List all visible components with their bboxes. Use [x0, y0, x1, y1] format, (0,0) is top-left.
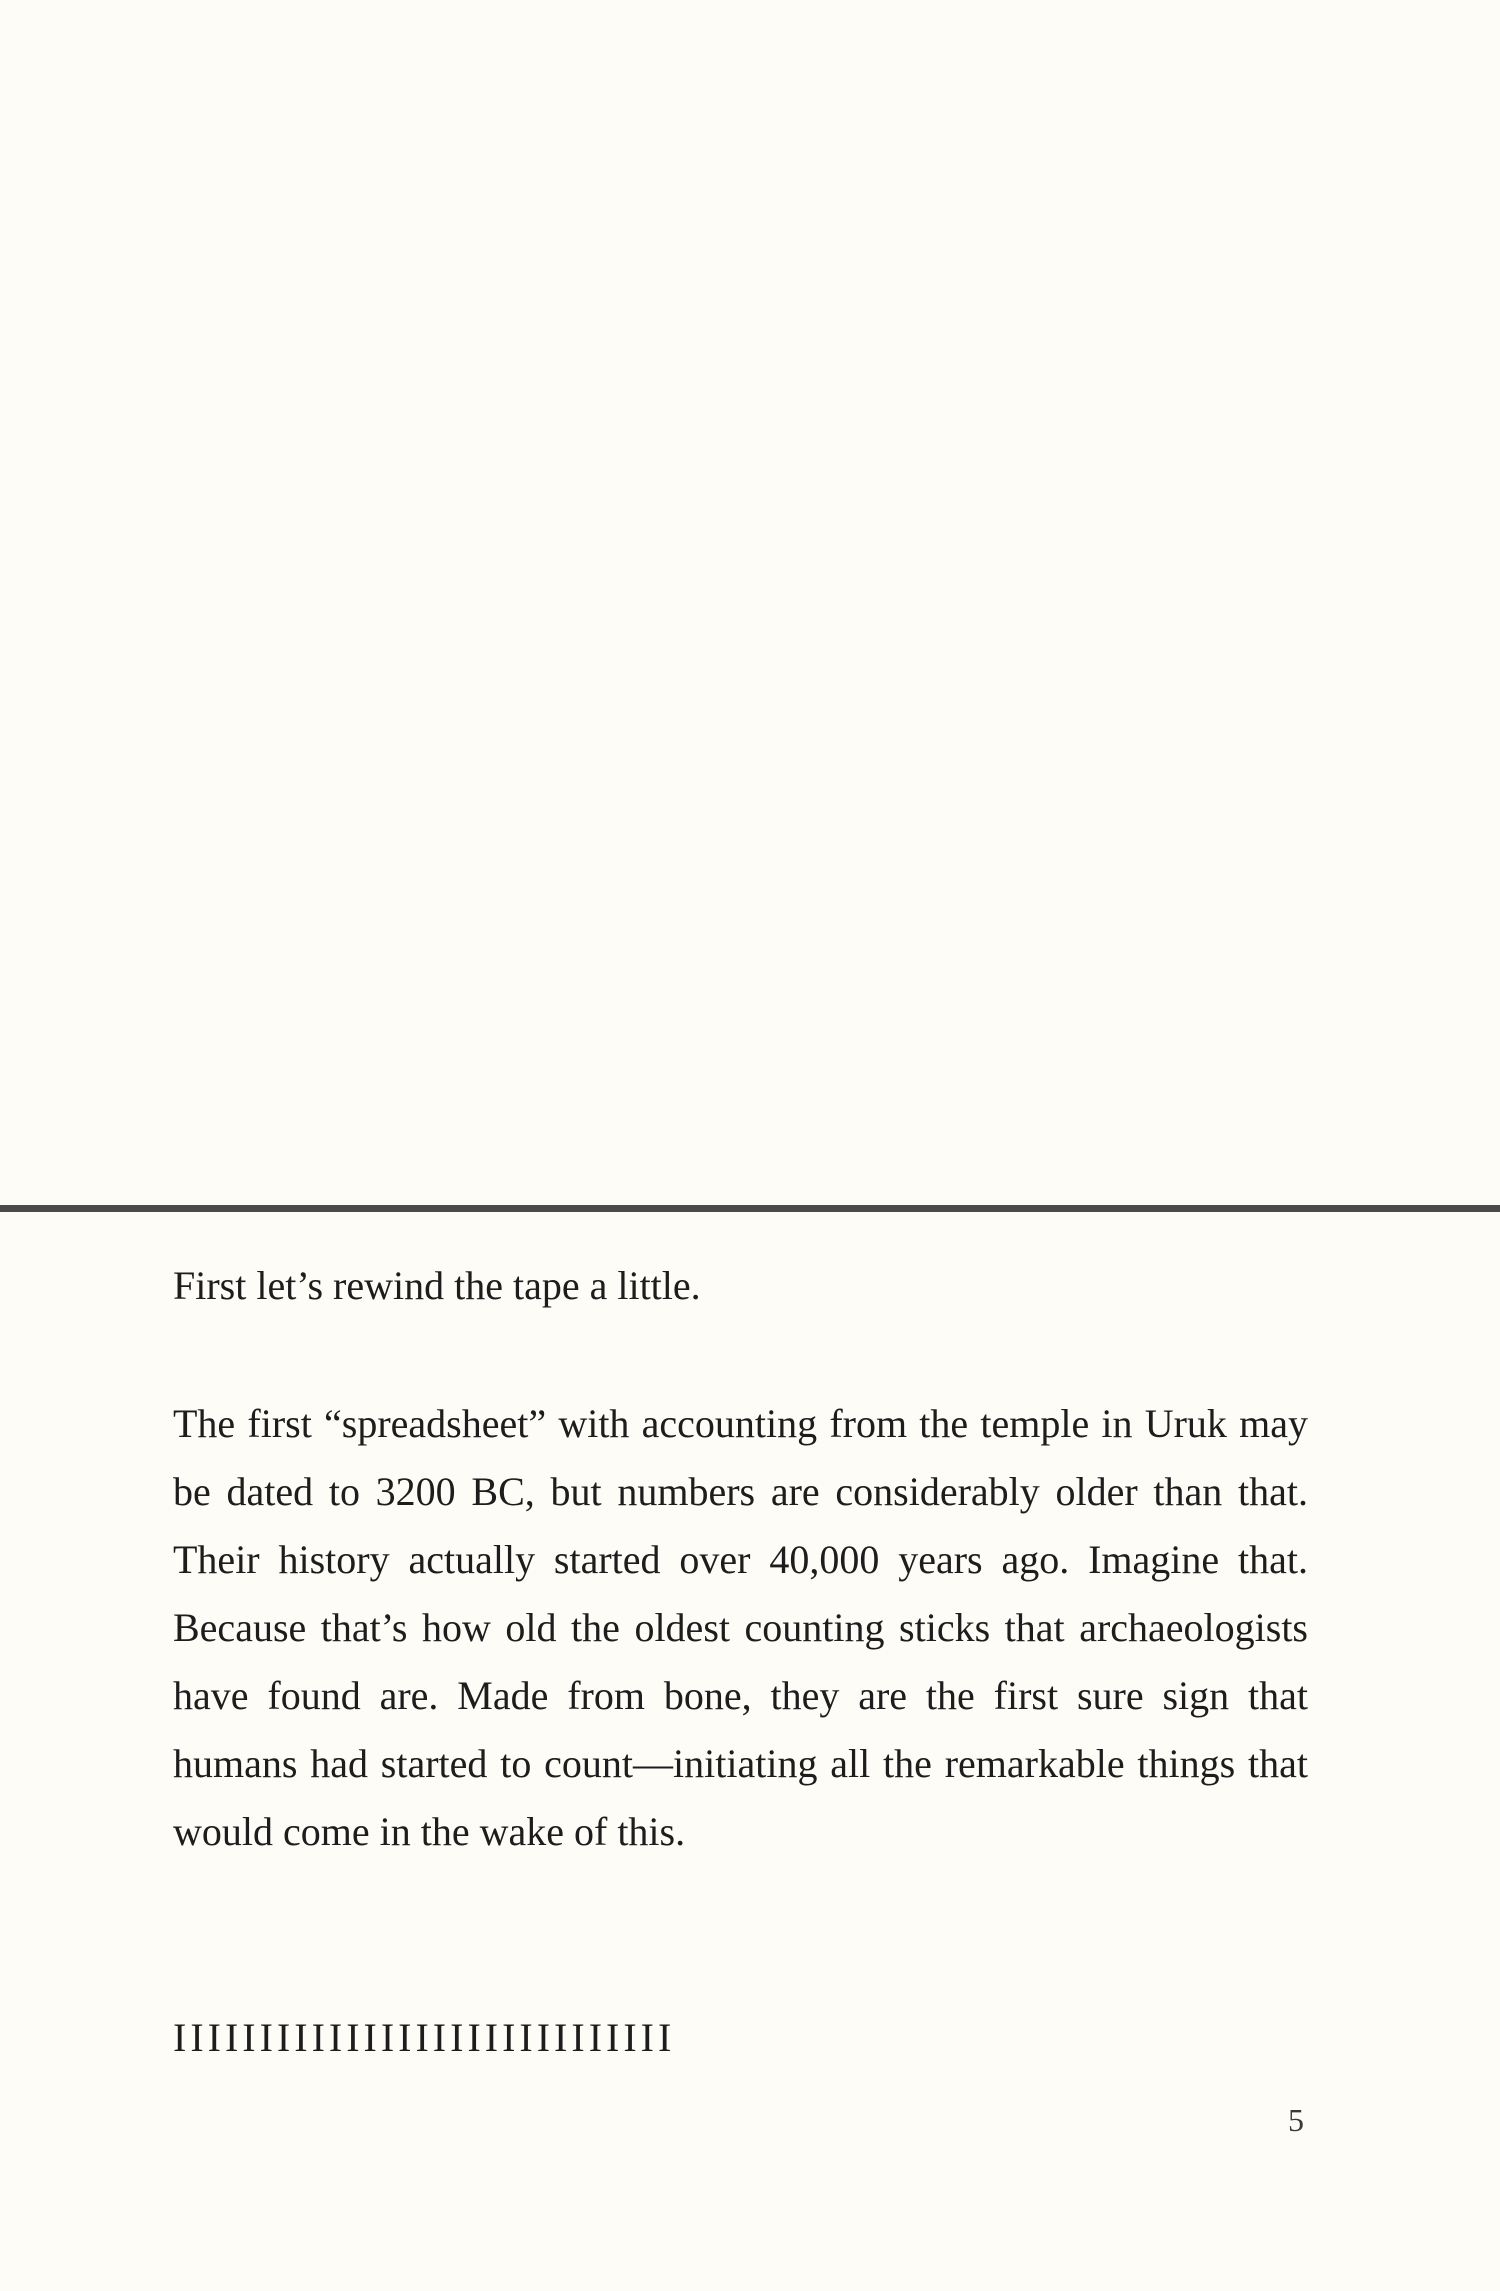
tally-marks: IIIIIIIIIIIIIIIIIIIIIIIIIIIII: [173, 2015, 676, 2060]
page-number: 5: [1288, 2102, 1304, 2138]
opening-line: First let’s rewind the tape a little.: [173, 1263, 701, 1308]
body-paragraph: The first “spreadsheet” with accounting from the temple in Uruk may be dated to 3200 BC, but numbers are considerably older than that. Their history actually started over 40,000 years ago. Imagine that. Because that’s how old the oldest counting sticks that archaeologists have found are. Made from bone, they are the first sure sign that humans had started to count—initiating all the remarkable things that would come in the wake of this.: [173, 1401, 1308, 1854]
horizontal-rule: [0, 1205, 1500, 1212]
